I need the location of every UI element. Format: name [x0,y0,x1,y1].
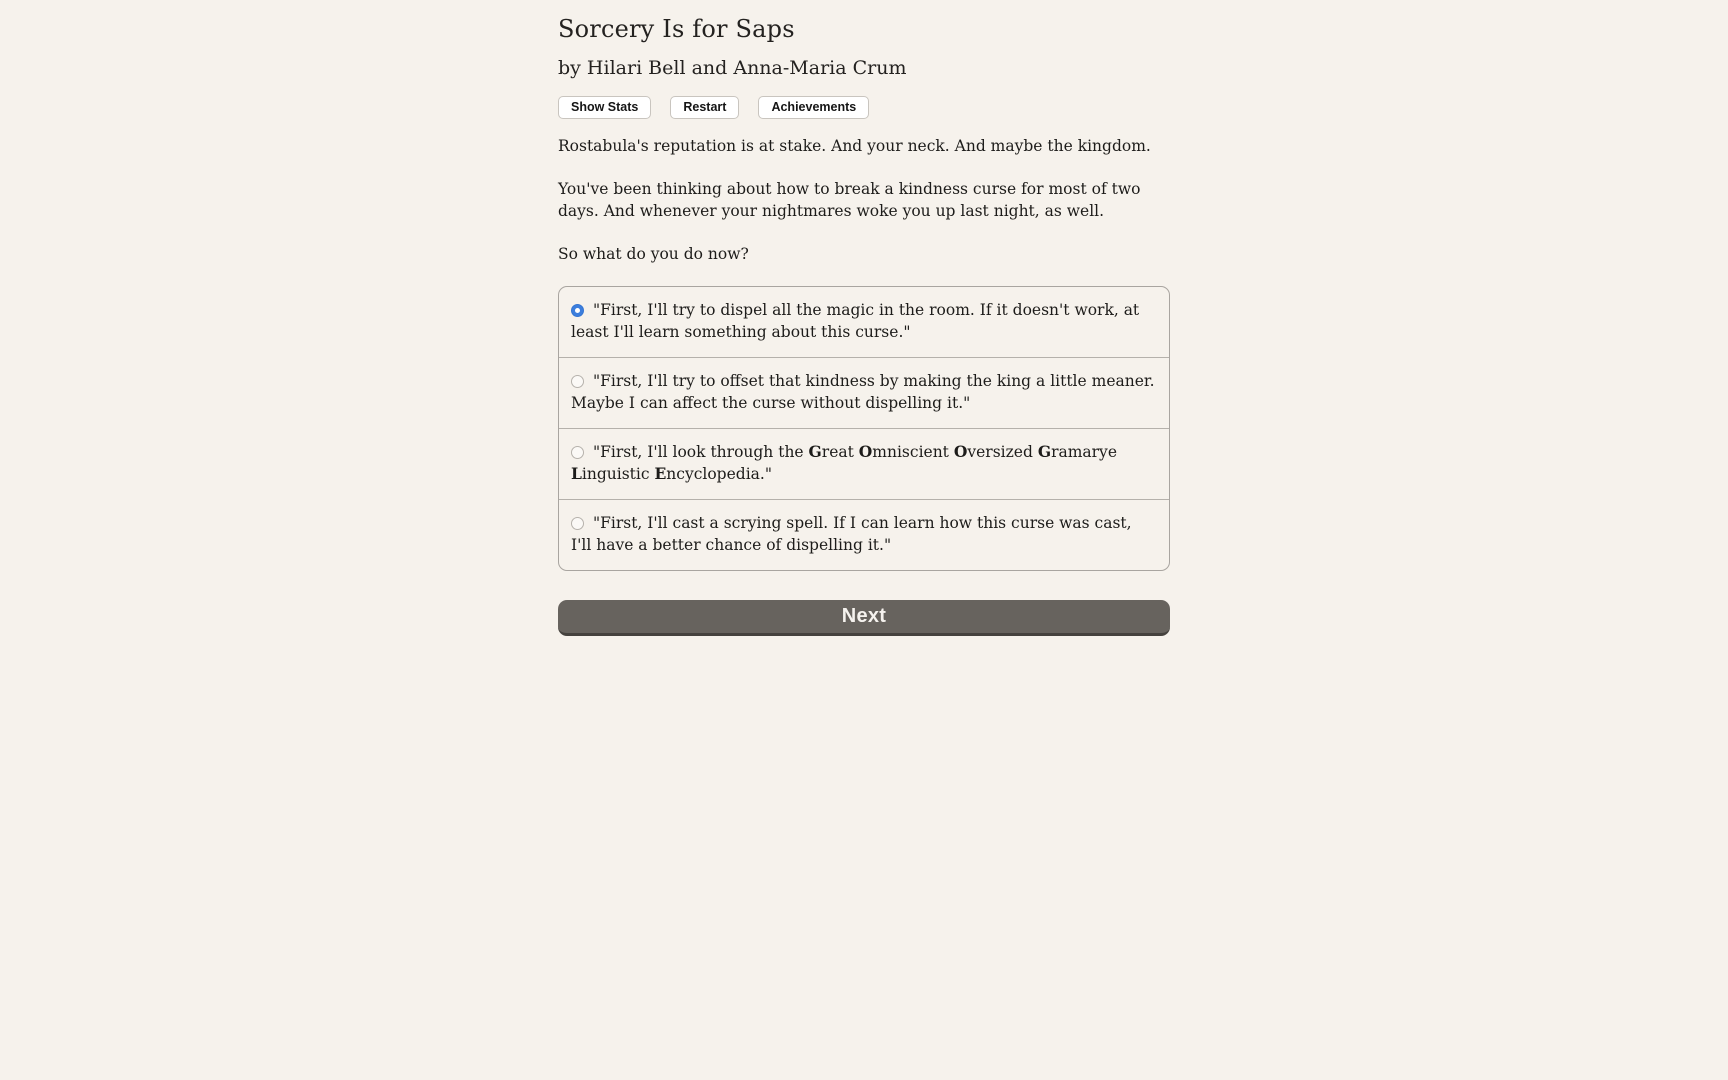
choice-option[interactable] [559,499,1169,570]
choice-label: "First, I'll try to offset that kindness by making the king a little meaner. Maybe I can affect the curse without dispelling it." [571,372,1155,412]
story-paragraph: So what do you do now? [558,245,749,263]
choice-option[interactable] [559,428,1169,499]
choice-label: "First, I'll cast a scrying spell. If I can learn how this curse was cast, I'll have a better chance of dispelling it." [571,514,1132,554]
show-stats-button[interactable]: Show Stats [558,96,651,119]
choice-label: "First, I'll look through the Great Omniscient Oversized Gramarye Linguistic Encyclopedia." [571,442,1117,483]
achievements-button[interactable]: Achievements [758,96,869,119]
toolbar [558,96,1170,119]
choice-option[interactable] [559,287,1169,357]
story-text [558,135,1170,265]
story-paragraph: Rostabula's reputation is at stake. And your neck. And maybe the kingdom. [558,137,1151,155]
page-title: Sorcery Is for Saps [558,15,795,43]
next-button[interactable]: Next [558,600,1170,636]
radio-selected-icon[interactable] [571,304,584,317]
choice-group [558,286,1170,571]
byline: by Hilari Bell and Anna-Maria Crum [558,57,907,79]
story-paragraph: You've been thinking about how to break a kindness curse for most of two days. And whenever your nightmares woke you up last night, as well. [558,180,1141,220]
choice-option[interactable] [559,357,1169,428]
radio-unselected-icon[interactable] [571,517,584,530]
radio-unselected-icon[interactable] [571,446,584,459]
radio-dot [575,308,580,313]
radio-unselected-icon[interactable] [571,375,584,388]
restart-button[interactable]: Restart [670,96,739,119]
game-page [558,0,1170,636]
choice-label: "First, I'll try to dispel all the magic in the room. If it doesn't work, at least I'll learn something about this curse." [571,301,1140,341]
